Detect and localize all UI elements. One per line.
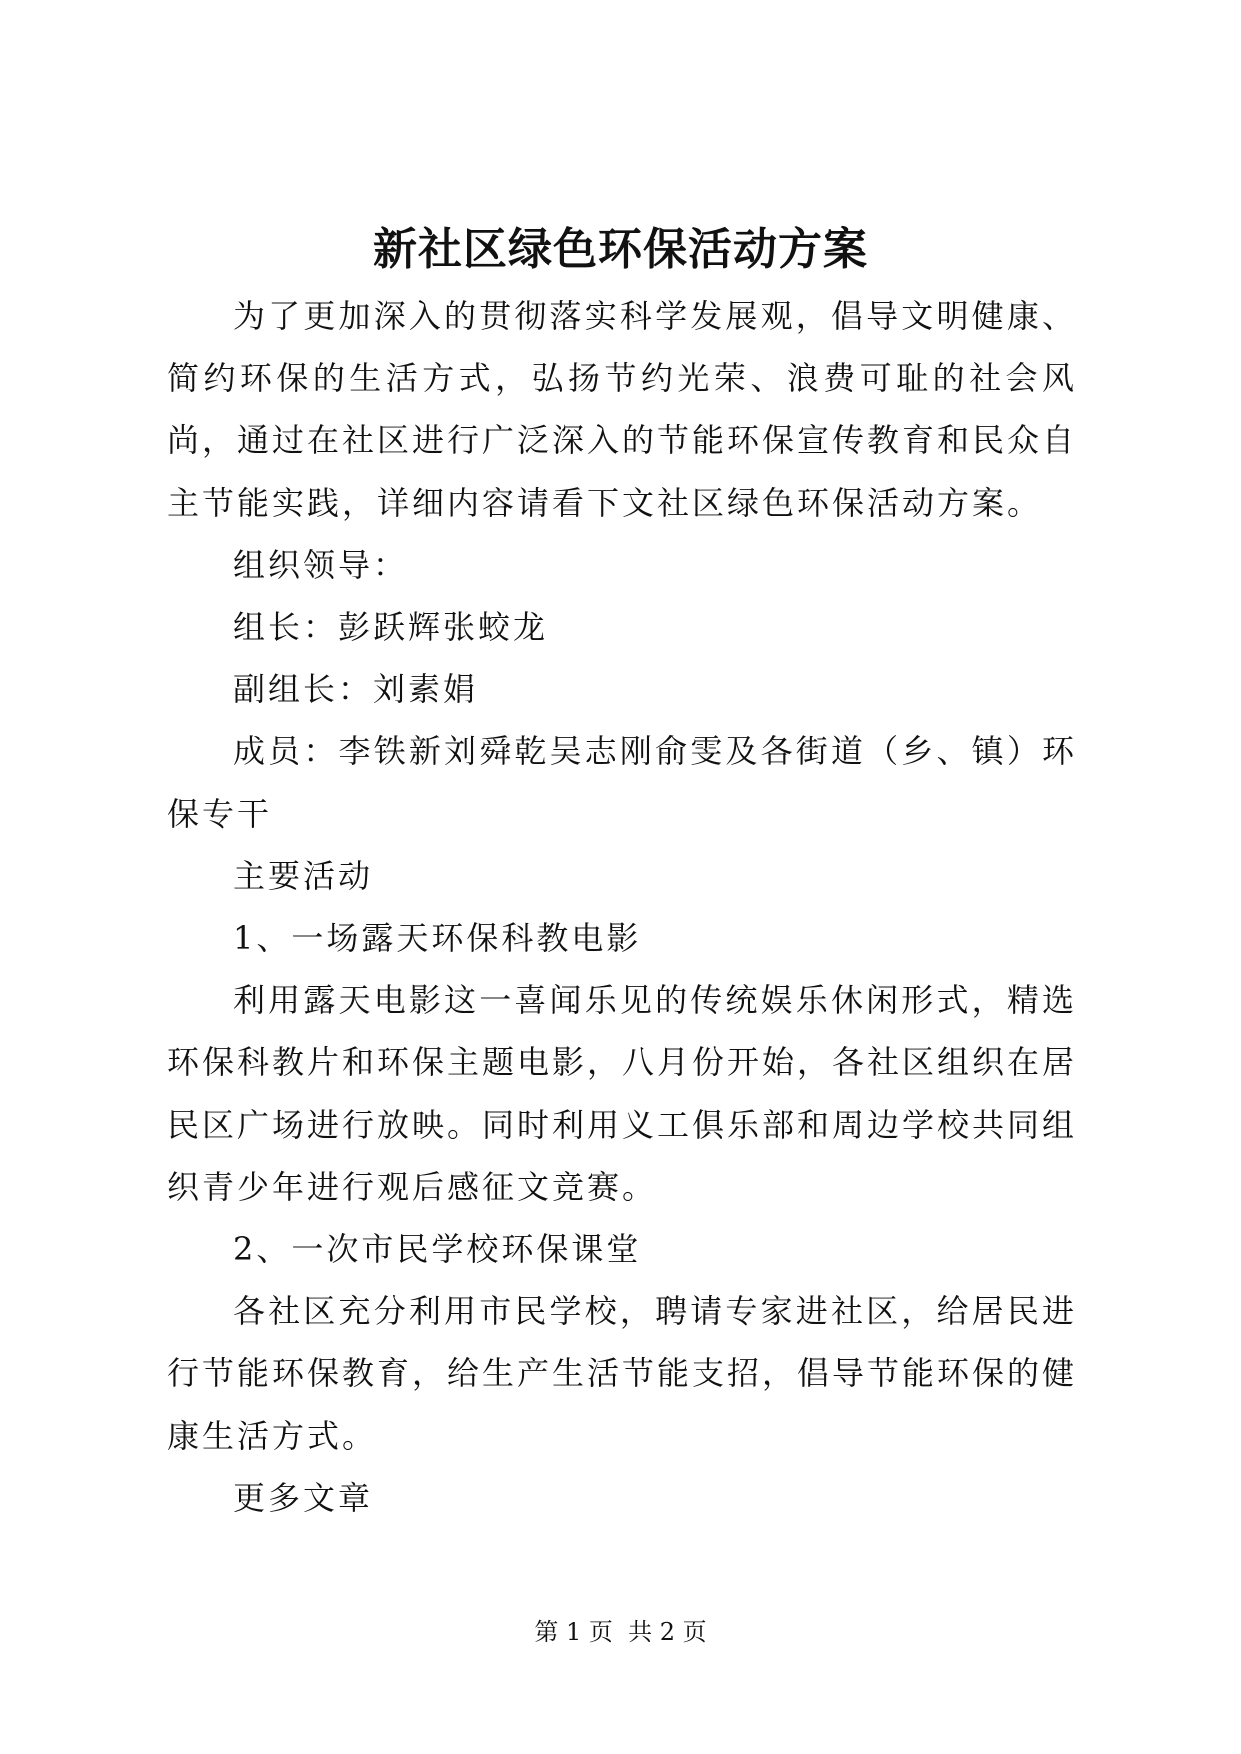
intro-paragraph: 为了更加深入的贯彻落实科学发展观，倡导文明健康、简约环保的生活方式，弘扬节约光荣、浪费可耻的社会风尚，通过在社区进行广泛深入的节能环保宣传教育和民众自主节能实践，详细内容请看下文社区绿色环保活动方案。 [167,297,1078,522]
document-title: 新社区绿色环保活动方案 [373,224,868,275]
activity-1-paragraph: 利用露天电影这一喜闻乐见的传统娱乐休闲形式，精选环保科教片和环保主题电影，八月份开始，各社区组织在居民区广场进行放映。同时利用义工俱乐部和周边学校共同组织青少年进行观后感征文竞赛。 [167,981,1078,1206]
page-number-footer: 第 1 页 共 2 页 [534,1618,707,1646]
more-articles-link[interactable]: 更多文章 [233,1478,374,1517]
document-body [167,285,1077,1529]
deputy-leader-line: 副组长：刘素娟 [233,670,479,709]
activity-2-heading: 2、一次市民学校环保课堂 [233,1230,642,1269]
organization-heading: 组织领导： [233,545,409,584]
activity-1-heading: 1、一场露天环保科教电影 [233,919,642,958]
group-leader-line: 组长：彭跃辉张蛟龙 [233,608,549,647]
main-activities-heading: 主要活动 [233,856,374,895]
activity-2-paragraph: 各社区充分利用市民学校，聘请专家进社区，给居民进行节能环保教育，给生产生活节能支招，倡导节能环保的健康生活方式。 [167,1292,1078,1455]
members-line: 成员：李铁新刘舜乾吴志刚俞雯及各街道（乡、镇）环保专干 [167,732,1077,833]
